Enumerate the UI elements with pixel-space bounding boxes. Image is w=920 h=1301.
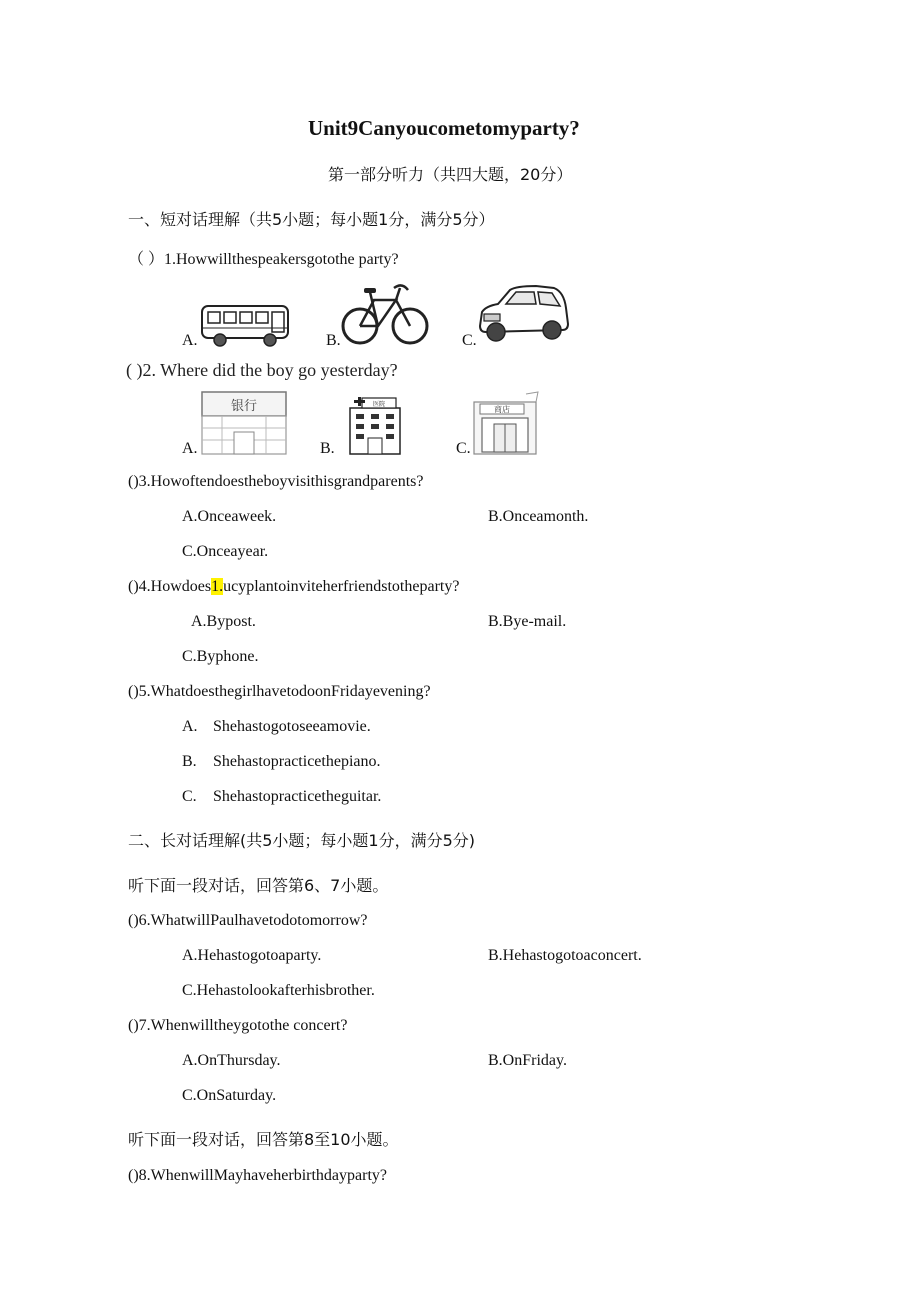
q5-option-b: Shehastopracticethepiano. [213,753,381,770]
hospital-building-icon [346,394,404,456]
bus-icon [198,300,292,348]
section2-heading: 二、长对话理解(共5小题；每小题1分，满分5分) [128,831,476,850]
q7-option-c: C.OnSaturday. [182,1087,277,1104]
section1-heading: 一、短对话理解（共5小题；每小题1分，满分5分） [128,210,495,229]
q4-suffix: ucyplantoinviteherfriendstotheparty? [223,578,460,595]
question-6: ()6.WhatwillPaulhavetodotomorrow? [128,912,368,929]
car-icon [476,282,572,346]
q2-option-a-label: A. [182,440,198,457]
bank-building-icon [200,390,288,456]
q6-option-a: A.Hehastogotoaparty. [182,947,322,964]
q4-option-b: B.Bye-mail. [488,613,567,630]
q1-option-c-label: C. [462,332,477,349]
bicycle-icon [340,280,430,348]
question-8: ()8.WhenwillMayhaveherbirthdayparty? [128,1167,388,1184]
q3-option-a: A.Onceaweek. [182,508,277,525]
question-4 [128,578,459,596]
q4-option-a: A.Bypost. [191,613,256,630]
page-title: Unit9Canyoucometomyparty? [308,116,580,140]
q5-option-a: Shehastogotoseeamovie. [213,718,371,735]
shop-sign-text: 商店 [494,405,510,414]
q1-option-b-label: B. [326,332,341,349]
q4-option-c: C.Byphone. [182,648,259,665]
q2-option-b-label: B. [320,440,335,457]
question-7: ()7.Whenwilltheygotothe concert? [128,1017,348,1034]
question-5: ()5.WhatdoesthegirlhavetodoonFridayevening? [128,683,431,700]
q1-option-a-label: A. [182,332,198,349]
hospital-sign-text: 医院 [372,401,386,408]
q5-option-c-letter: C. [182,788,197,805]
dialogue2-intro: 听下面一段对话，回答第8至10小题。 [128,1130,399,1149]
q4-prefix: ()4.Howdoes [128,578,212,595]
question-2: ( )2. Where did the boy go yesterday? [126,360,398,380]
q7-option-b: B.OnFriday. [488,1052,567,1069]
shop-building-icon [470,388,544,456]
q3-option-c: C.Onceayear. [182,543,269,560]
q5-option-a-letter: A. [182,718,198,735]
q6-option-c: C.Hehastolookafterhisbrother. [182,982,375,999]
q6-option-b: B.Hehastogotoaconcert. [488,947,642,964]
question-1: （ ）1.Howwillthespeakersgotothe party? [128,251,399,268]
q7-option-a: A.OnThursday. [182,1052,281,1069]
q2-option-c-label: C. [456,440,471,457]
q4-highlight: 1. [211,578,224,595]
dialogue1-intro: 听下面一段对话，回答第6、7小题。 [128,876,389,895]
part-heading: 第一部分听力（共四大题，20分） [328,165,573,184]
question-3: ()3.Howoftendoestheboyvisithisgrandparents? [128,473,424,490]
q5-option-b-letter: B. [182,753,197,770]
q5-option-c: Shehastopracticetheguitar. [213,788,382,805]
q3-option-b: B.Onceamonth. [488,508,589,525]
bank-sign-text: 银行 [230,399,258,414]
